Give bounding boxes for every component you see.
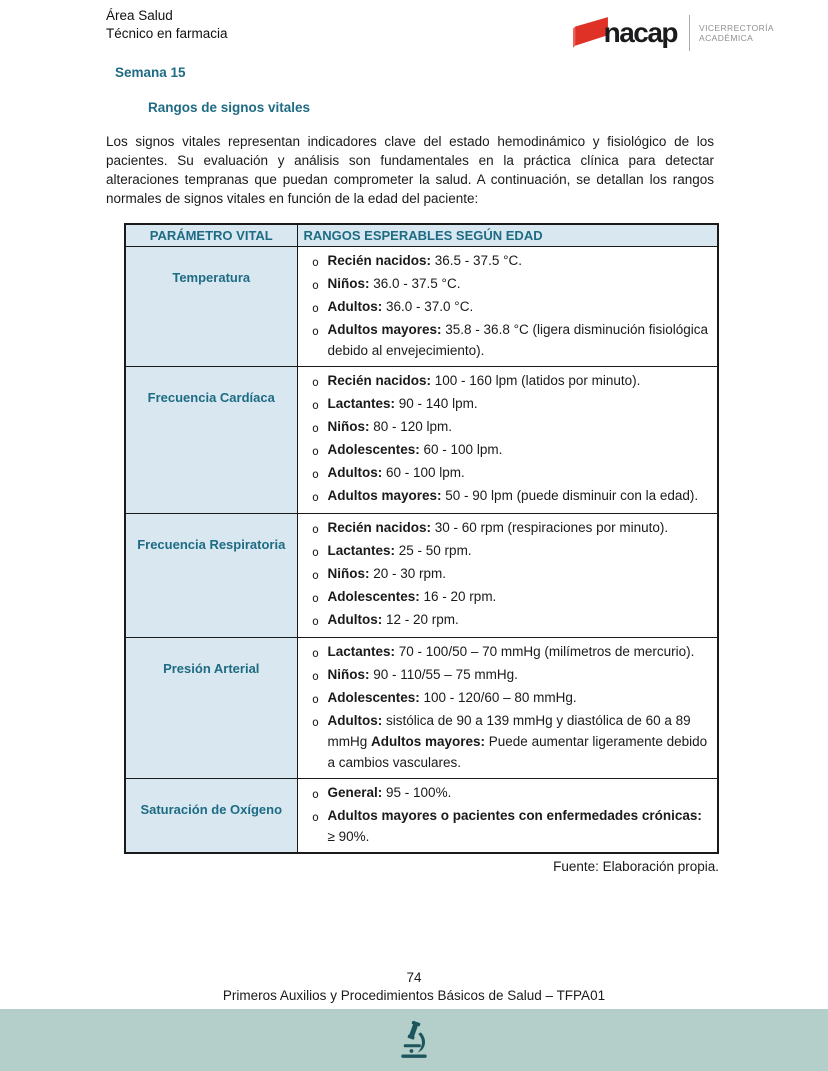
range-item-text: Adultos mayores o pacientes con enfermedades crónicas: ≥ 90%.: [327, 808, 702, 844]
ranges-cell: [297, 779, 718, 854]
range-item-text: Adultos: 12 - 20 rpm.: [327, 612, 459, 627]
range-item: [304, 687, 710, 710]
bullet-marker: o: [312, 522, 319, 536]
range-item: [304, 710, 710, 773]
range-item: [304, 462, 710, 485]
microscope-icon: [397, 1021, 431, 1059]
bullet-marker: o: [312, 301, 319, 315]
range-item-text: Niños: 90 - 110/55 – 75 mmHg.: [327, 667, 518, 682]
table-row: [125, 367, 718, 514]
column-header-rangos-esperables: RANGOS ESPERABLES SEGÚN EDAD: [297, 224, 718, 247]
parameter-cell: Frecuencia Cardíaca: [125, 367, 297, 514]
bullet-marker: o: [312, 255, 319, 269]
bullet-marker: o: [312, 646, 319, 660]
bullet-marker: o: [312, 324, 319, 338]
bullet-marker: o: [312, 614, 319, 628]
parameter-cell: Frecuencia Respiratoria: [125, 514, 297, 638]
logo-subtitle-line2: ACADÉMICA: [699, 33, 754, 43]
bullet-marker: o: [312, 444, 319, 458]
logo-subtitle-line1: VICERRECTORÍA: [699, 23, 774, 33]
table-row: [125, 514, 718, 638]
table-row: [125, 638, 718, 779]
range-item-text: Adolescentes: 100 - 120/60 – 80 mmHg.: [327, 690, 577, 705]
inacap-logo: [573, 15, 774, 51]
range-item-text: Adultos mayores: 35.8 - 36.8 °C (ligera disminución fisiológica debido al envejecimiento).: [327, 322, 709, 358]
bullet-marker: o: [312, 591, 319, 605]
header-program-label: Técnico en farmacia: [106, 26, 228, 41]
range-item-text: Niños: 36.0 - 37.5 °C.: [327, 276, 461, 291]
range-item-text: Adolescentes: 60 - 100 lpm.: [327, 442, 503, 457]
range-item-text: Lactantes: 90 - 140 lpm.: [327, 396, 478, 411]
column-header-parametro-vital: PARÁMETRO VITAL: [125, 224, 297, 247]
bullet-marker: o: [312, 692, 319, 706]
document-header: [0, 0, 828, 51]
range-item: [304, 782, 710, 805]
range-item: [304, 609, 710, 632]
range-item: [304, 517, 710, 540]
range-item-text: Adultos mayores: 50 - 90 lpm (puede disminuir con la edad).: [327, 488, 699, 503]
bullet-marker: o: [312, 669, 319, 683]
range-item: [304, 439, 710, 462]
bullet-marker: o: [312, 810, 319, 824]
range-item-text: Adultos: 36.0 - 37.0 °C.: [327, 299, 474, 314]
bullet-marker: o: [312, 467, 319, 481]
intro-paragraph: Los signos vitales representan indicadores clave del estado hemodinámico y fisiológico de los pacientes. Su evaluación y análisis son fundamentales en la práctica clínica para detectar alteraciones tempranas que puedan comprometer la salud. A continuación, se detallan los rangos normales de signos vitales en función de la edad del paciente:: [106, 134, 714, 206]
header-text-block: [106, 7, 228, 51]
range-item-text: Recién nacidos: 100 - 160 lpm (latidos por minuto).: [327, 373, 641, 388]
range-item-text: Adultos: 60 - 100 lpm.: [327, 465, 465, 480]
range-item: [304, 664, 710, 687]
ranges-cell: [297, 514, 718, 638]
bullet-marker: o: [312, 421, 319, 435]
range-item-text: Adultos: sistólica de 90 a 139 mmHg y diastólica de 60 a 89 mmHg Adultos mayores: Puede aumentar ligeramente debido a cambios vasculares.: [327, 713, 708, 770]
page-number: 74: [406, 970, 422, 985]
range-item: [304, 563, 710, 586]
bullet-marker: o: [312, 568, 319, 582]
range-item: [304, 485, 710, 508]
ranges-cell: [297, 247, 718, 367]
ranges-cell: [297, 638, 718, 779]
range-item: [304, 319, 710, 361]
range-item: [304, 416, 710, 439]
bullet-marker: o: [312, 398, 319, 412]
source-caption: Fuente: Elaboración propia.: [553, 859, 719, 874]
bullet-marker: o: [312, 715, 319, 729]
range-item: [304, 586, 710, 609]
page-footer: [0, 969, 828, 1005]
range-item-text: Recién nacidos: 30 - 60 rpm (respiraciones por minuto).: [327, 520, 669, 535]
vitals-table: [124, 223, 719, 854]
ranges-cell: [297, 367, 718, 514]
bullet-marker: o: [312, 545, 319, 559]
bullet-marker: o: [312, 490, 319, 504]
inacap-wordmark: nacap: [603, 17, 678, 48]
header-area-label: Área Salud: [106, 8, 173, 23]
range-item-text: Recién nacidos: 36.5 - 37.5 °C.: [327, 253, 522, 268]
logo-subtitle: [699, 23, 774, 43]
week-heading: Semana 15: [115, 65, 186, 80]
parameter-cell: Saturación de Oxígeno: [125, 779, 297, 854]
table-header-row: [125, 224, 718, 247]
range-item: [304, 370, 710, 393]
table-row: [125, 247, 718, 367]
bullet-marker: o: [312, 375, 319, 389]
range-item: [304, 393, 710, 416]
range-item-text: Lactantes: 25 - 50 rpm.: [327, 543, 472, 558]
range-item: [304, 250, 710, 273]
section-heading: Rangos de signos vitales: [148, 100, 311, 115]
range-item-text: Niños: 20 - 30 rpm.: [327, 566, 447, 581]
bullet-marker: o: [312, 278, 319, 292]
footer-band: [0, 1009, 828, 1071]
range-item-text: General: 95 - 100%.: [327, 785, 452, 800]
range-item: [304, 641, 710, 664]
range-item-text: Niños: 80 - 120 lpm.: [327, 419, 453, 434]
logo-divider: [689, 15, 690, 51]
parameter-cell: Temperatura: [125, 247, 297, 367]
range-item-text: Adolescentes: 16 - 20 rpm.: [327, 589, 497, 604]
range-item: [304, 273, 710, 296]
range-item: [304, 805, 710, 847]
bullet-marker: o: [312, 787, 319, 801]
parameter-cell: Presión Arterial: [125, 638, 297, 779]
range-item-text: Lactantes: 70 - 100/50 – 70 mmHg (milímetros de mercurio).: [327, 644, 695, 659]
vitals-table-body: [125, 247, 718, 854]
range-item: [304, 540, 710, 563]
range-item: [304, 296, 710, 319]
course-footer: Primeros Auxilios y Procedimientos Básicos de Salud – TFPA01: [222, 988, 606, 1003]
table-row: [125, 779, 718, 854]
